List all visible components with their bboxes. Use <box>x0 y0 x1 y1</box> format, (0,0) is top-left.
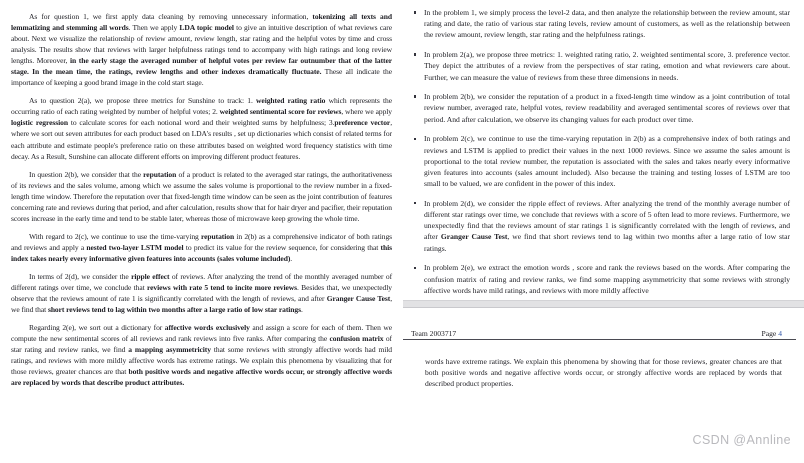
text-run: In problem 2(a), we propose three metrics: 1. weighted rating ratio, 2. weighted sentimental score, 3. preference vector. They depict the attributes of a review from the perspectives of star rating, emotion and what reviewers care about. Further, we can measure the value of reviews from these three dimensions in needs. <box>424 50 790 82</box>
footer-page-number[interactable]: 4 <box>778 328 782 338</box>
left-document-body <box>11 11 392 388</box>
list-item <box>411 7 790 41</box>
list-item <box>411 49 790 83</box>
paragraph <box>11 95 392 161</box>
right-document-pane[interactable] <box>403 0 804 463</box>
text-run: Regarding 2(e), we sort out a dictionary for <box>29 323 165 333</box>
bullet-square-icon <box>414 202 416 204</box>
emphasis-run: a mapping asymmetricity <box>128 345 211 355</box>
emphasis-run: weighted rating ratio <box>256 96 326 106</box>
text-run: As for question 1, we first apply data cleaning by removing unnecessary information, <box>29 12 313 21</box>
emphasis-run: this index takes nearly every informative given features into accounts (sales volume included) <box>11 242 392 263</box>
csdn-watermark: CSDN @Annline <box>692 433 791 447</box>
emphasis-run: in the early stage the averaged number of helpful votes per review far outnumber that of the latter stage. In the mean time, the ratings, review lengths and other indexes dramatically fluctuate. <box>11 56 392 77</box>
text-run: , where we apply <box>341 107 392 117</box>
text-run: In problem 2(b), we consider the reputation of a product in a fixed-length time window as a joint contribution of total review number, averaged rate, helpful votes, review readability and averaged sentimental scores of reviews over that period. And after calculation, we observe its changing values for each product over time. <box>424 92 790 124</box>
text-run: to calculate scores for each notional word and their weighted sums by helpfulness; 3. <box>67 118 335 128</box>
right-page-upper <box>403 0 804 296</box>
continuation-paragraph <box>425 356 782 390</box>
emphasis-run: reputation <box>143 169 177 179</box>
emphasis-run: both positive words and negative affective words occur, or strongly affective words are replaced by words that describe product attributes. <box>11 367 392 388</box>
text-run: of star rating and review ranks, we find <box>11 334 392 355</box>
text-run: that some reviews with strongly affective words had mild ratings, and reviews with more mildly affective words has extreme ratings. We explain this phenomena by visualizing that for those reviews, greater chances are that <box>11 345 392 377</box>
paragraph <box>11 231 392 264</box>
text-run: and assign a score for each of them. Then we compute the new sentimental scores of all reviews and rank reviews into five ranks. After comparing the <box>11 323 392 344</box>
text-run: With regard to 2(c), we continue to use the time-varying <box>29 231 202 241</box>
text-run: In question 2(b), we consider that the <box>29 169 144 179</box>
emphasis-run: ripple effect <box>131 271 170 281</box>
paragraph <box>11 322 392 388</box>
bullet-square-icon <box>414 53 416 55</box>
emphasis-run: confusion matrix <box>329 334 384 344</box>
emphasis-run: Granger Cause Test <box>440 232 508 242</box>
text-run: These all indicate the importance of keeping a good brand image in the cold start stage. <box>11 67 393 88</box>
summary-bullet-list <box>411 7 790 296</box>
paragraph <box>11 271 392 315</box>
emphasis-run: Granger Cause Test <box>326 294 391 304</box>
text-run: In terms of 2(d), we consider the <box>29 271 132 281</box>
text-run: , we find that <box>11 294 392 315</box>
bullet-square-icon <box>414 95 416 97</box>
text-run: . <box>300 305 303 315</box>
emphasis-run: nested two-layer LSTM model <box>86 242 184 252</box>
emphasis-run: preference vector <box>334 118 391 128</box>
text-run: words have extreme ratings. We explain this phenomena by showing that for those reviews, greater chances are that both positive words and negative affective words occur, or strongly affective words are replaced by words that described product properties. <box>425 356 782 389</box>
list-item <box>411 198 790 254</box>
text-run: , we find that short reviews tend to lag within two months after a large ratio of low star ratings. <box>424 232 790 253</box>
text-run: in 2(b) as a comprehensive indicator of both ratings and reviews and apply a <box>11 231 393 252</box>
list-item <box>411 91 790 125</box>
emphasis-run: reputation <box>201 231 235 241</box>
text-run: In problem 2(c), we continue to use the time-varying reputation in 2(b) as a comprehensive index of both ratings and reviews and LSTM is applied to predict their values in the next 1000 reviews. Since we assume the sales amount is proportional to the total review number, the reputation is associated with the sales and takes nearly every informative given features into accounts (sales amount included). Also because the training and testing losses of LSTM are too small to be valued, we are confident in the power of this index. <box>424 134 790 189</box>
footer-page-word: Page <box>761 328 779 338</box>
text-run: of reviews. After analyzing the trend of the monthly averaged number of different ratings over time, we conclude that <box>11 271 393 293</box>
right-page-lower <box>403 340 804 390</box>
emphasis-run: weighted sentimental score for reviews <box>219 107 342 117</box>
emphasis-run: short reviews tend to lag within two months after a large ratio of low star ratings <box>47 305 301 315</box>
text-run: to predict its value for the review sequence, for considering that <box>183 242 381 252</box>
text-run: In problem 2(d), we consider the ripple effect of reviews. After analyzing the trend of the monthly average number of different star ratings over time, we conclude that reviews with a score of 5 often lead to more reviews. Furthermore, we unexpectedly find that the reviews amount of star ratings 1 is significantly correlated with the length of reviews, and after <box>424 198 790 242</box>
bullet-square-icon <box>414 138 416 140</box>
emphasis-run: reviews with rate 5 tend to incite more reviews <box>146 283 297 293</box>
emphasis-run: affective words exclusively <box>164 323 250 333</box>
bullet-square-icon <box>414 267 416 269</box>
text-run: In the problem 1, we simply process the level-2 data, and then analyze the relationship between the review amount, star rating and date, the ratio of various star rating levels, review amount of customers, as well as the relationship between the review amount, review length, star rating and the helpfulness ratings. <box>424 8 790 40</box>
paragraph <box>11 169 392 224</box>
footer-team-id: Team 2003717 <box>411 328 457 338</box>
text-run: . Then we apply <box>128 23 180 33</box>
paragraph <box>11 11 392 88</box>
text-run: As to question 2(a), we propose three metrics for Sunshine to track: 1. <box>29 96 257 106</box>
text-run: of a product is related to the averaged star ratings, the authoritativeness of its reviews and the sales volume, among which we assume the sales volume is proportional to the review number in a fixed-length time window. Therefore the reputation over that fixed-length time window can be seen as the joint contribution of features concerning rate and reviews during that period, and after calculation, results show that for hair dryer and pacifier, their reputation scores increase in the early time and tend to be stable later, whereas those of microwave keep growing the whole time. <box>11 169 392 223</box>
list-item <box>411 262 790 296</box>
footer-page-label <box>762 329 782 338</box>
text-run: which represents the occurring ratio of each rating weighted by number of helpful votes; 2. <box>11 96 392 117</box>
page-break-padding <box>403 308 804 329</box>
bullet-square-icon <box>414 11 416 13</box>
emphasis-run: LDA topic model <box>179 23 234 33</box>
list-item <box>411 133 790 189</box>
page-break-separator <box>403 300 804 308</box>
emphasis-run: logistic regression <box>11 118 68 128</box>
text-run: , where we sort out seven attributes for each product based on LDA's results , set up dictionaries which consist of related terms for each attribute and estimate people's preference ratio on these attributes based on weighted word frequency statistics with time decay. As a Result, Sunshine can allocate different efforts on improving different product features. <box>11 118 393 161</box>
text-run: In problem 2(e), we extract the emotion words , score and rank the reviews based on the words. After comparing the confusion matrix of rating and review ranks, we find some mapping asymmetricity that some reviews with strongly affective words have mild ratings, and reviews with more mildly affective <box>424 263 790 295</box>
text-run: . Besides that, we unexpectedly observe that the reviews amount of rate 1 is significantly correlated with the length of reviews, and after <box>11 283 392 304</box>
emphasis-run: tokenizing all texts and lemmatizing and stemming all words <box>11 12 392 33</box>
text-run: . <box>290 253 293 263</box>
text-run: to give an intuitive description of what reviews care about. Next we visualize the relationship of review amount, review length, star rating and the helpful votes by time and cross analysis. The results show that reviews with larger helpfulness ratings tend to accompany with high ratings and long review lengths. Moreover, <box>11 23 392 66</box>
page-footer <box>403 329 796 340</box>
